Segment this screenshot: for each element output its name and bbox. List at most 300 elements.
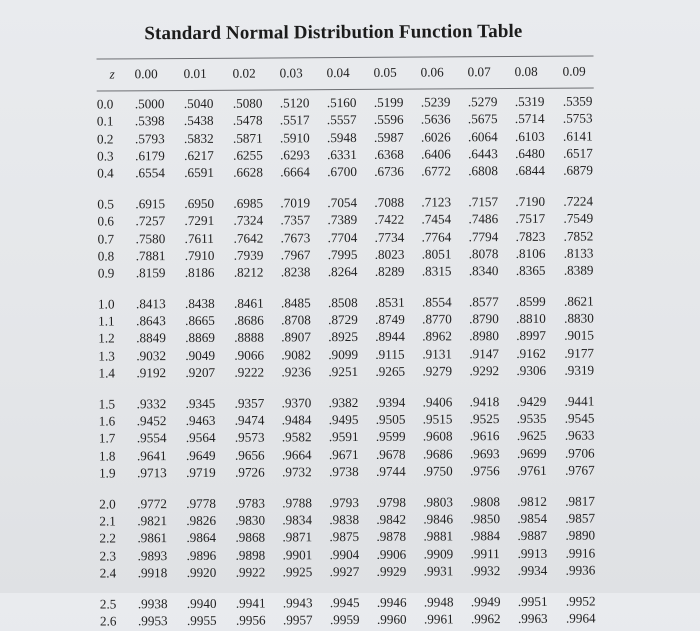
probability-cell: .5438 (184, 112, 214, 130)
probability-cell: .9783 (235, 494, 265, 512)
probability-cell: .5517 (280, 112, 310, 130)
probability-cell: .6443 (468, 145, 498, 163)
probability-cell: .9878 (376, 528, 406, 546)
probability-cell: .9292 (469, 362, 499, 380)
probability-cell: .9177 (564, 344, 594, 362)
probability-cell: .7157 (468, 193, 498, 211)
probability-cell: .9713 (137, 464, 167, 482)
probability-cell: .9525 (470, 410, 500, 428)
probability-cell: .6293 (280, 146, 310, 164)
column-header: 0.02 (233, 65, 256, 83)
probability-cell: .9099 (328, 346, 358, 364)
probability-cell: .9778 (186, 494, 216, 512)
probability-cell: .5793 (135, 130, 165, 148)
probability-cell: .9515 (423, 410, 453, 428)
probability-cell: .5160 (327, 94, 357, 112)
probability-cell: .7486 (468, 210, 498, 228)
probability-cell: .9826 (186, 512, 216, 530)
z-value-cell: 2.4 (100, 564, 132, 582)
probability-cell: .9236 (281, 363, 311, 381)
probability-cell: .8665 (185, 312, 215, 330)
probability-cell: .9633 (565, 427, 595, 445)
probability-cell: .9671 (329, 446, 359, 464)
probability-cell: .9750 (423, 462, 453, 480)
z-value-cell: 0.0 (97, 95, 129, 113)
probability-cell: .9793 (329, 494, 359, 512)
probability-cell: .9474 (235, 412, 265, 430)
probability-cell: .9357 (235, 394, 265, 412)
probability-cell: .6255 (233, 146, 263, 164)
probability-cell: .8621 (564, 292, 594, 310)
probability-cell: .8925 (328, 328, 358, 346)
probability-cell: .9846 (423, 510, 453, 528)
z-value-cell: 2.6 (100, 612, 132, 630)
probability-cell: .8907 (281, 329, 311, 347)
probability-cell: .6026 (421, 128, 451, 146)
probability-cell: .9918 (138, 564, 168, 582)
z-value-cell: 0.1 (97, 113, 129, 131)
z-value-cell: 0.5 (97, 195, 129, 213)
probability-cell: .6368 (374, 146, 404, 164)
z-value-cell: 1.2 (98, 330, 130, 348)
probability-cell: .9699 (517, 444, 547, 462)
probability-cell: .9693 (470, 445, 500, 463)
probability-cell: .5199 (374, 94, 404, 112)
probability-cell: .9591 (329, 428, 359, 446)
probability-cell: .9625 (517, 427, 547, 445)
probability-cell: .9962 (471, 610, 501, 628)
probability-cell: .9484 (282, 411, 312, 429)
probability-cell: .5636 (421, 111, 451, 129)
probability-cell: .8133 (564, 244, 594, 262)
probability-cell: .9898 (236, 546, 266, 564)
probability-cell: .5871 (233, 129, 263, 147)
probability-cell: .6628 (233, 164, 263, 182)
probability-cell: .9192 (136, 364, 166, 382)
probability-cell: .5557 (327, 111, 357, 129)
probability-cell: .9945 (330, 593, 360, 611)
probability-cell: .7454 (421, 211, 451, 229)
probability-cell: .5040 (184, 95, 214, 113)
probability-cell: .7673 (281, 229, 311, 247)
probability-cell: .8485 (281, 294, 311, 312)
probability-cell: .9887 (517, 527, 547, 545)
probability-cell: .8643 (136, 312, 166, 330)
probability-cell: .9913 (517, 544, 547, 562)
probability-cell: .9767 (565, 461, 595, 479)
probability-cell: .9222 (234, 364, 264, 382)
probability-cell: .9896 (187, 546, 217, 564)
probability-cell: .6950 (184, 195, 214, 213)
probability-cell: .5478 (233, 112, 263, 130)
z-value-cell: 1.7 (99, 430, 131, 448)
probability-cell: .9963 (518, 610, 548, 628)
probability-cell: .6554 (135, 164, 165, 182)
probability-cell: .9429 (517, 392, 547, 410)
probability-cell: .9573 (235, 429, 265, 447)
probability-cell: .9599 (376, 428, 406, 446)
probability-cell: .8106 (516, 245, 546, 263)
probability-cell: .9961 (424, 610, 454, 628)
z-value-cell: 1.0 (98, 295, 130, 313)
z-value-cell: 2.2 (99, 530, 131, 548)
probability-cell: .9744 (376, 463, 406, 481)
probability-cell: .9803 (423, 493, 453, 511)
column-header: 0.06 (421, 63, 444, 81)
column-header: 0.04 (327, 64, 350, 82)
probability-cell: .9332 (137, 395, 167, 413)
z-value-cell: 2.1 (99, 512, 131, 530)
probability-cell: .5714 (515, 110, 545, 128)
probability-cell: .9964 (566, 609, 596, 627)
probability-cell: .9032 (136, 347, 166, 365)
probability-cell: .9564 (186, 429, 216, 447)
probability-cell: .8869 (185, 329, 215, 347)
probability-cell: .9251 (328, 363, 358, 381)
probability-cell: .9608 (423, 428, 453, 446)
probability-cell: .9943 (283, 594, 313, 612)
probability-cell: .9554 (137, 429, 167, 447)
probability-cell: .9920 (187, 564, 217, 582)
probability-cell: .9904 (330, 545, 360, 563)
probability-cell: .9616 (470, 427, 500, 445)
top-rule (97, 56, 594, 60)
probability-cell: .5948 (327, 129, 357, 147)
probability-cell: .6772 (421, 163, 451, 181)
probability-cell: .7704 (328, 228, 358, 246)
probability-cell: .8708 (281, 311, 311, 329)
probability-cell: .6844 (515, 162, 545, 180)
z-value-cell: 1.8 (99, 447, 131, 465)
probability-cell: .6915 (135, 195, 165, 213)
probability-cell: .8849 (136, 330, 166, 348)
probability-cell: .9319 (564, 362, 594, 380)
probability-cell: .9927 (330, 563, 360, 581)
probability-cell: .9382 (329, 394, 359, 412)
probability-cell: .9641 (137, 447, 167, 465)
probability-cell: .9938 (138, 595, 168, 613)
probability-cell: .9649 (186, 446, 216, 464)
table-title: Standard Normal Distribution Function Table (0, 20, 668, 46)
probability-cell: .9049 (185, 347, 215, 365)
probability-cell: .9875 (329, 528, 359, 546)
probability-cell: .6517 (563, 144, 593, 162)
probability-cell: .6103 (515, 127, 545, 145)
probability-cell: .7517 (515, 210, 545, 228)
probability-cell: .9940 (187, 594, 217, 612)
probability-cell: .8790 (469, 310, 499, 328)
z-value-cell: 0.8 (98, 247, 130, 265)
probability-cell: .5675 (468, 110, 498, 128)
probability-cell: .9932 (471, 562, 501, 580)
probability-cell: .6064 (468, 128, 498, 146)
probability-cell: .9830 (235, 511, 265, 529)
probability-cell: .9946 (377, 593, 407, 611)
probability-cell: .8749 (375, 311, 405, 329)
probability-cell: .9955 (187, 612, 217, 630)
probability-cell: .9279 (422, 362, 452, 380)
probability-cell: .9929 (377, 562, 407, 580)
probability-cell: .9732 (282, 463, 312, 481)
probability-cell: .6141 (563, 127, 593, 145)
probability-cell: .9890 (565, 527, 595, 545)
probability-cell: .9505 (376, 411, 406, 429)
probability-cell: .8729 (328, 311, 358, 329)
probability-cell: .8599 (516, 293, 546, 311)
probability-cell: .7389 (327, 211, 357, 229)
z-value-cell: 0.6 (97, 213, 129, 231)
probability-cell: .8186 (185, 264, 215, 282)
probability-cell: .8413 (136, 295, 166, 313)
probability-cell: .5753 (563, 110, 593, 128)
probability-cell: .9656 (235, 446, 265, 464)
probability-cell: .7190 (515, 193, 545, 211)
z-value-cell: 2.0 (99, 495, 131, 513)
probability-cell: .8577 (469, 293, 499, 311)
probability-cell: .5000 (135, 95, 165, 113)
z-column-header: z (110, 65, 142, 83)
probability-cell: .9953 (138, 612, 168, 630)
probability-cell: .9207 (185, 364, 215, 382)
probability-cell: .9582 (282, 429, 312, 447)
probability-cell: .9756 (470, 462, 500, 480)
probability-cell: .9306 (516, 362, 546, 380)
probability-cell: .8686 (234, 312, 264, 330)
probability-cell: .9909 (423, 545, 453, 563)
probability-cell: .9147 (469, 345, 499, 363)
probability-cell: .9812 (517, 492, 547, 510)
probability-cell: .5239 (421, 93, 451, 111)
probability-cell: .8023 (375, 245, 405, 263)
probability-cell: .9941 (236, 594, 266, 612)
probability-cell: .6736 (374, 163, 404, 181)
probability-cell: .9495 (329, 411, 359, 429)
probability-cell: .6700 (327, 163, 357, 181)
z-value-cell: 1.6 (99, 412, 131, 430)
probability-cell: .7088 (374, 194, 404, 212)
probability-cell: .7224 (563, 192, 593, 210)
probability-cell: .8888 (234, 329, 264, 347)
probability-cell: .9015 (564, 327, 594, 345)
probability-cell: .6217 (184, 147, 214, 165)
probability-cell: .9162 (516, 344, 546, 362)
probability-cell: .9911 (470, 545, 499, 563)
probability-cell: .7357 (280, 211, 310, 229)
probability-cell: .9956 (236, 611, 266, 629)
probability-cell: .5080 (233, 95, 263, 113)
probability-cell: .7324 (233, 212, 263, 230)
probability-cell: .6179 (135, 147, 165, 165)
probability-cell: .9884 (470, 527, 500, 545)
probability-cell: .5359 (563, 93, 593, 111)
probability-cell: .9868 (235, 529, 265, 547)
probability-cell: .7995 (328, 246, 358, 264)
probability-cell: .9664 (282, 446, 312, 464)
probability-cell: .7967 (281, 246, 311, 264)
probability-cell: .9370 (282, 394, 312, 412)
probability-cell: .9686 (423, 445, 453, 463)
probability-cell: .8389 (564, 262, 594, 280)
table-body (0, 0, 698, 2)
probability-cell: .7123 (421, 193, 451, 211)
probability-cell: .7794 (469, 228, 499, 246)
probability-cell: .9082 (281, 346, 311, 364)
probability-cell: .6480 (515, 145, 545, 163)
probability-cell: .5987 (374, 128, 404, 146)
probability-cell: .9957 (283, 611, 313, 629)
probability-cell: .7611 (185, 229, 214, 247)
probability-cell: .8078 (469, 245, 499, 263)
probability-cell: .8264 (328, 263, 358, 281)
probability-cell: .5120 (280, 94, 310, 112)
probability-cell: .8944 (375, 328, 405, 346)
probability-cell: .5596 (374, 111, 404, 129)
probability-cell: .9441 (565, 392, 595, 410)
probability-cell: .5832 (184, 129, 214, 147)
probability-cell: .9901 (283, 546, 313, 564)
probability-cell: .9948 (424, 593, 454, 611)
z-value-cell: 1.9 (99, 464, 131, 482)
probability-cell: .8212 (234, 264, 264, 282)
probability-cell: .8830 (564, 310, 594, 328)
probability-cell: .8508 (328, 294, 358, 312)
probability-cell: .9535 (517, 410, 547, 428)
z-value-cell: 0.7 (98, 230, 130, 248)
probability-cell: .8461 (234, 294, 264, 312)
probability-cell: .7422 (374, 211, 404, 229)
probability-cell: .9463 (186, 412, 216, 430)
probability-cell: .6879 (563, 162, 593, 180)
column-header: 0.09 (563, 63, 586, 81)
z-value-cell: 2.5 (100, 595, 132, 613)
z-value-cell: 1.1 (98, 312, 130, 330)
probability-cell: .8159 (136, 264, 166, 282)
probability-cell: .9761 (517, 462, 547, 480)
probability-cell: .9881 (423, 528, 453, 546)
probability-cell: .5910 (280, 129, 310, 147)
probability-cell: .7764 (422, 228, 452, 246)
z-value-cell: 0.4 (97, 165, 129, 183)
z-value-cell: 2.3 (100, 547, 132, 565)
probability-cell: .8554 (422, 293, 452, 311)
probability-cell: .9738 (329, 463, 359, 481)
probability-cell: .9916 (565, 544, 595, 562)
probability-cell: .9131 (422, 345, 452, 363)
probability-cell: .9719 (186, 464, 216, 482)
probability-cell: .7881 (136, 247, 166, 265)
probability-cell: .9821 (137, 512, 167, 530)
probability-cell: .9726 (235, 463, 265, 481)
probability-cell: .9772 (137, 495, 167, 513)
probability-cell: .8051 (422, 245, 452, 263)
probability-cell: .9817 (565, 492, 595, 510)
probability-cell: .9864 (186, 529, 216, 547)
probability-cell: .6985 (233, 194, 263, 212)
probability-cell: .9925 (283, 563, 313, 581)
probability-cell: .7939 (234, 246, 264, 264)
probability-cell: .9936 (566, 561, 596, 579)
probability-cell: .9893 (138, 547, 168, 565)
probability-cell: .8531 (375, 293, 405, 311)
column-header: 0.08 (515, 63, 538, 81)
probability-cell: .8289 (375, 263, 405, 281)
probability-cell: .9452 (137, 412, 167, 430)
probability-cell: .9706 (565, 444, 595, 462)
header-rule (97, 88, 594, 92)
probability-cell: .9788 (282, 494, 312, 512)
probability-cell: .9857 (565, 509, 595, 527)
probability-cell: .9861 (137, 529, 167, 547)
probability-cell: .9934 (518, 562, 548, 580)
probability-cell: .9922 (236, 563, 266, 581)
probability-cell: .5398 (135, 112, 165, 130)
probability-cell: .5319 (515, 93, 545, 111)
probability-cell: .9949 (471, 593, 501, 611)
probability-cell: .8315 (422, 262, 452, 280)
probability-cell: .9678 (376, 445, 406, 463)
column-header: 0.07 (468, 63, 491, 81)
probability-cell: .6664 (280, 163, 310, 181)
probability-cell: .6406 (421, 145, 451, 163)
probability-cell: .7823 (516, 227, 546, 245)
column-header: 0.00 (135, 65, 158, 83)
probability-cell: .9951 (518, 592, 548, 610)
probability-cell: .8365 (516, 262, 546, 280)
probability-cell: .9808 (470, 493, 500, 511)
probability-cell: .9545 (565, 410, 595, 428)
probability-cell: .6591 (184, 164, 214, 182)
probability-cell: .8962 (422, 328, 452, 346)
probability-cell: .8997 (516, 327, 546, 345)
column-header: 0.01 (184, 65, 207, 83)
probability-cell: .7549 (563, 210, 593, 228)
probability-cell: .9850 (470, 510, 500, 528)
probability-cell: .9394 (376, 393, 406, 411)
z-value-cell: 1.3 (98, 347, 130, 365)
z-value-cell: 0.3 (97, 147, 129, 165)
probability-cell: .8770 (422, 310, 452, 328)
probability-cell: .9066 (234, 346, 264, 364)
probability-cell: .7054 (327, 194, 357, 212)
probability-cell: .9952 (566, 592, 596, 610)
column-header: 0.05 (374, 64, 397, 82)
probability-cell: .7852 (564, 227, 594, 245)
probability-cell: .8810 (516, 310, 546, 328)
probability-cell: .8238 (281, 263, 311, 281)
probability-cell: .5279 (468, 93, 498, 111)
probability-cell: .7734 (375, 228, 405, 246)
probability-cell: .9931 (424, 562, 454, 580)
column-header: 0.03 (280, 64, 303, 82)
probability-cell: .7257 (135, 212, 165, 230)
probability-cell: .9959 (330, 611, 360, 629)
probability-cell: .6808 (468, 162, 498, 180)
probability-cell: .9854 (517, 510, 547, 528)
probability-cell: .9265 (375, 363, 405, 381)
probability-cell: .9418 (470, 393, 500, 411)
z-value-cell: 1.4 (98, 364, 130, 382)
probability-cell: .9834 (282, 511, 312, 529)
probability-cell: .9842 (376, 511, 406, 529)
probability-cell: .9838 (329, 511, 359, 529)
probability-cell: .7580 (136, 230, 166, 248)
probability-cell: .6331 (327, 146, 357, 164)
probability-cell: .9960 (377, 610, 407, 628)
probability-cell: .8340 (469, 262, 499, 280)
probability-cell: .7910 (185, 247, 215, 265)
probability-cell: .9345 (186, 395, 216, 413)
probability-cell: .9406 (423, 393, 453, 411)
